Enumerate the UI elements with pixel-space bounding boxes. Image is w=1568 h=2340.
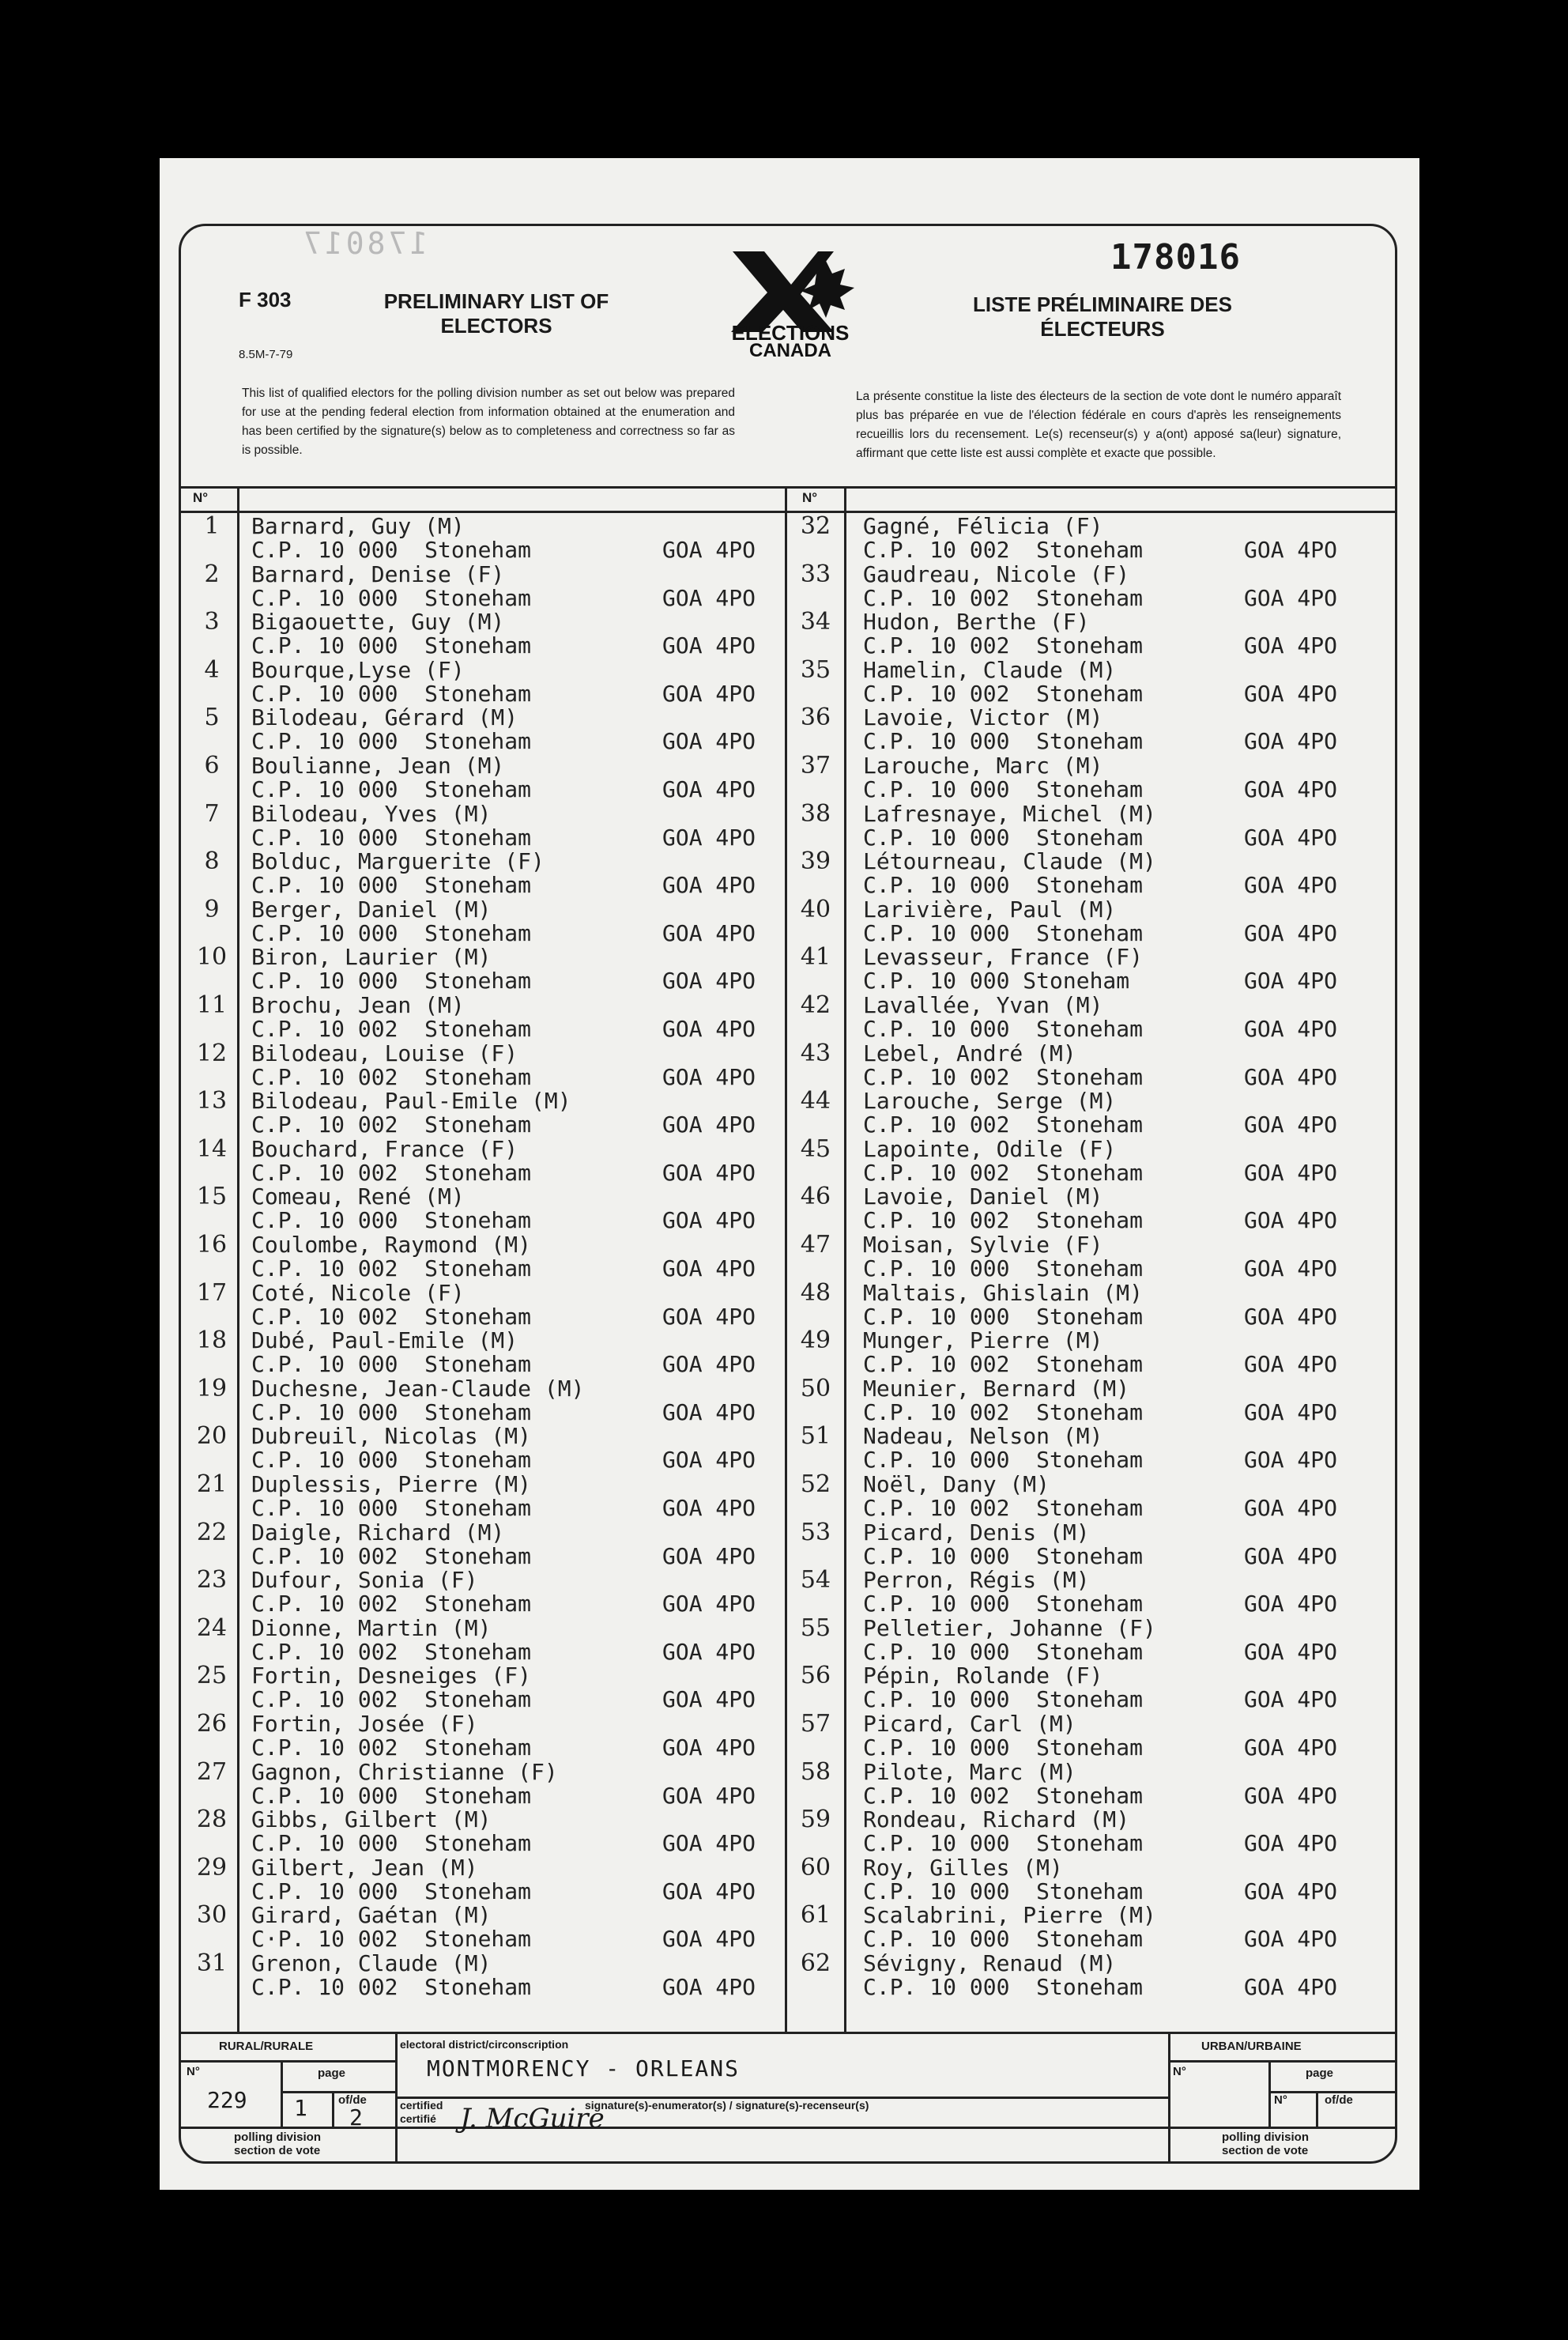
- elector-address: C.P. 10 000 Stoneham: [251, 1782, 532, 1809]
- table-bottom-rule: [180, 2032, 1396, 2034]
- elector-postal-code: GOA 4PO: [1244, 1782, 1338, 1809]
- elector-name: Pépin, Rolande (F): [863, 1663, 1103, 1689]
- elector-name: Rondeau, Richard (M): [863, 1806, 1130, 1833]
- elector-address: C.P. 10 000 Stoneham: [863, 728, 1144, 755]
- elector-postal-code: GOA 4PO: [1244, 776, 1338, 802]
- elector-name: Duplessis, Pierre (M): [251, 1471, 532, 1497]
- elector-number: 43: [800, 1039, 831, 1067]
- elector-address: C.P. 10 000 Stoneham: [863, 1016, 1144, 1042]
- table-top-rule: [180, 486, 1396, 489]
- elector-postal-code: GOA 4PO: [662, 1255, 756, 1281]
- elector-number: 42: [800, 991, 831, 1019]
- elector-number: 21: [196, 1470, 228, 1498]
- elector-number: 14: [196, 1134, 228, 1163]
- urban-page-no-label: N°: [1274, 2093, 1287, 2107]
- page-of-number: 2: [349, 2104, 363, 2131]
- elector-address: C.P. 10 000 Stoneham: [251, 632, 532, 659]
- elector-address: C.P. 10 002 Stoneham: [863, 1112, 1144, 1138]
- title-english: PRELIMINARY LIST OF ELECTORS: [383, 289, 609, 338]
- elector-name: Sévigny, Renaud (M): [863, 1950, 1117, 1976]
- elector-address: C.P. 10 002 Stoneham: [251, 1063, 532, 1090]
- elector-name: Hudon, Berthe (F): [863, 609, 1090, 636]
- elector-name: Lavoie, Victor (M): [863, 704, 1103, 731]
- elector-number: 52: [800, 1470, 831, 1498]
- elector-address: C.P. 10 000 Stoneham: [863, 1303, 1144, 1330]
- elector-name: Gagné, Félicia (F): [863, 513, 1103, 539]
- elector-postal-code: GOA 4PO: [1244, 1398, 1338, 1425]
- elector-postal-code: GOA 4PO: [662, 1830, 756, 1857]
- elector-postal-code: GOA 4PO: [1244, 1734, 1338, 1761]
- elector-number: 36: [800, 704, 831, 732]
- elector-name: Bolduc, Marguerite (F): [251, 848, 545, 875]
- elector-postal-code: GOA 4PO: [1244, 1447, 1338, 1474]
- elector-name: Moisan, Sylvie (F): [863, 1232, 1103, 1258]
- elector-postal-code: GOA 4PO: [662, 584, 756, 611]
- polling-label-en: polling division: [234, 2131, 321, 2144]
- elector-number: 1: [204, 512, 220, 540]
- footer-rule-11: [1316, 2091, 1318, 2127]
- elector-name: Lafresnaye, Michel (M): [863, 800, 1156, 827]
- serial-number: 178016: [1110, 237, 1241, 277]
- elector-postal-code: GOA 4PO: [662, 1974, 756, 2000]
- footer-rule-2: [1168, 2032, 1170, 2162]
- elector-name: Scalabrini, Pierre (M): [863, 1902, 1156, 1929]
- elector-number: 3: [204, 608, 220, 636]
- elector-name: Levasseur, France (F): [863, 944, 1144, 971]
- elector-name: Dionne, Martin (M): [251, 1614, 492, 1641]
- elector-number: 54: [800, 1566, 831, 1595]
- elector-address: C.P. 10 002 Stoneham: [251, 1255, 532, 1281]
- elector-name: Boulianne, Jean (M): [251, 753, 505, 779]
- elector-address: C.P. 10 000 Stoneham: [251, 919, 532, 946]
- elector-address: C.P. 10 002 Stoneham: [251, 1542, 532, 1569]
- elector-address: C.P. 10 000 Stoneham: [863, 1830, 1144, 1857]
- elector-number: 47: [800, 1231, 831, 1259]
- elector-postal-code: GOA 4PO: [1244, 1495, 1338, 1521]
- urban-polling-label-en: polling division: [1222, 2131, 1309, 2144]
- elector-postal-code: GOA 4PO: [1244, 728, 1338, 755]
- elector-address: C.P. 10 000 Stoneham: [251, 1447, 532, 1474]
- elector-address: C.P. 10 002 Stoneham: [863, 1398, 1144, 1425]
- urban-label: URBAN/URBAINE: [1201, 2040, 1302, 2053]
- elector-address: C.P. 10 000 Stoneham: [251, 1830, 532, 1857]
- elector-name: Larivière, Paul (M): [863, 896, 1117, 923]
- elector-address: C.P. 10 000 Stoneham: [863, 1542, 1144, 1569]
- elector-address: C.P. 10 000 Stoneham: [863, 1255, 1144, 1281]
- elector-postal-code: GOA 4PO: [1244, 1542, 1338, 1569]
- elector-name: Picard, Carl (M): [863, 1711, 1076, 1737]
- elector-number: 57: [800, 1710, 831, 1738]
- elector-name: Dubreuil, Nicolas (M): [251, 1423, 532, 1450]
- elector-address: C.P. 10 002 Stoneham: [251, 1303, 532, 1330]
- intro-french: La présente constitue la liste des électeurs de la section de vote dont le numéro apparaît plus bas préparée en vue de l'élection fédérale en cours d'après les renseignements recueillis lors du recensement. Le(s) recenseur(s) y a(ont) apposé sa(leur) signature, affirmant que cette liste est aussi complète et exacte que possible.: [856, 390, 1341, 460]
- elector-postal-code: GOA 4PO: [1244, 537, 1338, 563]
- intro-english: This list of qualified electors for the polling division number as set out below was prepared for use at the pending federal election from information obtained at the enumeration and has been certified by the signature(s) below as to completeness and correctness so far as is possible.: [242, 387, 735, 457]
- elector-postal-code: GOA 4PO: [662, 1686, 756, 1713]
- elector-postal-code: GOA 4PO: [662, 537, 756, 563]
- elector-number: 39: [800, 847, 831, 876]
- elector-postal-code: GOA 4PO: [1244, 1591, 1338, 1617]
- elector-number: 15: [196, 1183, 228, 1211]
- elector-address: C.P. 10 000 Stoneham: [251, 824, 532, 851]
- elector-postal-code: GOA 4PO: [662, 680, 756, 707]
- elector-number: 17: [196, 1278, 228, 1307]
- elector-postal-code: GOA 4PO: [662, 1398, 756, 1425]
- elector-address: C.P. 10 000 Stoneham: [863, 968, 1130, 994]
- elector-postal-code: GOA 4PO: [662, 1495, 756, 1521]
- elector-name: Pelletier, Johanne (F): [863, 1614, 1156, 1641]
- rural-no-label: N°: [187, 2065, 200, 2078]
- elector-name: Dubé, Paul-Emile (M): [251, 1327, 518, 1354]
- elector-name: Coté, Nicole (F): [251, 1279, 465, 1306]
- footer-rule-8: [332, 2091, 334, 2127]
- footer-rule-4: [1168, 2060, 1396, 2063]
- rural-of-label: of/de: [338, 2093, 367, 2107]
- elector-address: C.P. 10 000 Stoneham: [251, 680, 532, 707]
- elector-name: Lapointe, Odile (F): [863, 1135, 1117, 1162]
- footer-rule-7: [281, 2060, 283, 2127]
- elector-number: 35: [800, 655, 831, 684]
- elector-name: Lavallée, Yvan (M): [863, 992, 1103, 1018]
- elector-postal-code: GOA 4PO: [1244, 1638, 1338, 1665]
- elector-number: 49: [800, 1327, 831, 1355]
- elector-name: Bilodeau, Louise (F): [251, 1040, 518, 1066]
- elector-number: 22: [196, 1518, 228, 1546]
- elector-postal-code: GOA 4PO: [1244, 1063, 1338, 1090]
- footer-rule-10: [1268, 2060, 1271, 2127]
- elector-name: Gaudreau, Nicole (F): [863, 560, 1130, 587]
- elector-name: Pilote, Marc (M): [863, 1758, 1076, 1785]
- elector-address: C.P. 10 000 Stoneham: [863, 1447, 1144, 1474]
- elector-number: 5: [204, 704, 220, 732]
- elector-address: C·P. 10 002 Stoneham: [251, 1926, 532, 1953]
- elector-name: Roy, Gilles (M): [863, 1854, 1063, 1881]
- district-value: MONTMORENCY - ORLEANS: [427, 2055, 741, 2081]
- elector-address: C.P. 10 000 Stoneham: [251, 728, 532, 755]
- elector-number: 4: [204, 655, 220, 684]
- elector-name: Comeau, René (M): [251, 1183, 465, 1210]
- elector-number: 11: [196, 991, 228, 1019]
- elector-number: 7: [204, 799, 220, 828]
- elector-postal-code: GOA 4PO: [1244, 1207, 1338, 1234]
- elector-address: C.P. 10 000 Stoneham: [863, 1686, 1144, 1713]
- elector-name: Bilodeau, Yves (M): [251, 800, 492, 827]
- elector-address: C.P. 10 000 Stoneham: [251, 872, 532, 899]
- elector-postal-code: GOA 4PO: [1244, 1830, 1338, 1857]
- elector-address: C.P. 10 000 Stoneham: [251, 1207, 532, 1234]
- elector-postal-code: GOA 4PO: [1244, 680, 1338, 707]
- elector-name: Fortin, Josée (F): [251, 1711, 478, 1737]
- elector-number: 31: [196, 1949, 228, 1977]
- elector-postal-code: GOA 4PO: [662, 1351, 756, 1378]
- title-french: LISTE PRÉLIMINAIRE DES ÉLECTEURS: [973, 292, 1232, 341]
- elector-address: C.P. 10 002 Stoneham: [863, 1495, 1144, 1521]
- elector-address: C.P. 10 002 Stoneham: [863, 537, 1144, 563]
- elector-address: C.P. 10 002 Stoneham: [251, 1112, 532, 1138]
- urban-page-label: page: [1306, 2066, 1334, 2080]
- elector-number: 32: [800, 512, 831, 540]
- elector-address: C.P. 10 000 Stoneham: [251, 537, 532, 563]
- elector-number: 9: [204, 895, 220, 923]
- elector-address: C.P. 10 000 Stoneham: [863, 872, 1144, 899]
- elector-number: 55: [800, 1613, 831, 1642]
- logo-text-canada: CANADA: [749, 340, 831, 357]
- elector-postal-code: GOA 4PO: [662, 1447, 756, 1474]
- signature-label: signature(s)-enumerator(s) / signature(s)-recenseur(s): [585, 2099, 869, 2112]
- elector-number: 13: [196, 1087, 228, 1115]
- elector-postal-code: GOA 4PO: [1244, 1159, 1338, 1186]
- elector-address: C.P. 10 000 Stoneham: [863, 1974, 1144, 2000]
- elector-number: 41: [800, 943, 831, 972]
- elector-address: C.P. 10 002 Stoneham: [863, 1159, 1144, 1186]
- elector-name: Bourque,Lyse (F): [251, 656, 465, 683]
- urban-no-label: N°: [1173, 2065, 1186, 2078]
- elector-postal-code: GOA 4PO: [1244, 872, 1338, 899]
- elector-name: Larouche, Serge (M): [863, 1088, 1117, 1115]
- elector-number: 37: [800, 752, 831, 779]
- elector-postal-code: GOA 4PO: [1244, 1112, 1338, 1138]
- elector-postal-code: GOA 4PO: [662, 1303, 756, 1330]
- elector-number: 12: [196, 1039, 228, 1067]
- elector-name: Bigaouette, Guy (M): [251, 609, 505, 636]
- elector-number: 25: [196, 1662, 228, 1690]
- col-header-left: N°: [193, 490, 209, 505]
- form-code: F 303: [239, 288, 292, 311]
- elector-name: Létourneau, Claude (M): [863, 848, 1156, 875]
- elector-name: Noël, Dany (M): [863, 1471, 1050, 1497]
- elector-address: C.P. 10 002 Stoneham: [863, 584, 1144, 611]
- middle-col-rule-left: [785, 486, 787, 2032]
- elector-number: 19: [196, 1374, 228, 1402]
- elector-number: 34: [800, 608, 831, 636]
- elector-address: C.P. 10 000 Stoneham: [251, 1495, 532, 1521]
- elector-address: C.P. 10 000 Stoneham: [863, 776, 1144, 802]
- elector-number: 2: [204, 560, 220, 588]
- elector-postal-code: GOA 4PO: [662, 776, 756, 802]
- elector-name: Barnard, Denise (F): [251, 560, 505, 587]
- certified-label-fr: certifié: [400, 2112, 436, 2125]
- elector-number: 53: [800, 1518, 831, 1546]
- elector-name: Larouche, Marc (M): [863, 753, 1103, 779]
- logo-text-elections: ELECTIONS: [731, 321, 850, 345]
- elector-address: C.P. 10 002 Stoneham: [251, 1591, 532, 1617]
- elector-name: Maltais, Ghislain (M): [863, 1279, 1144, 1306]
- urban-of-label: of/de: [1325, 2093, 1353, 2107]
- elector-name: Duchesne, Jean-Claude (M): [251, 1375, 585, 1402]
- elector-postal-code: GOA 4PO: [662, 1207, 756, 1234]
- elector-postal-code: GOA 4PO: [1244, 919, 1338, 946]
- elector-postal-code: GOA 4PO: [662, 1542, 756, 1569]
- rural-label: RURAL/RURALE: [219, 2040, 314, 2053]
- elector-address: C.P. 10 000 Stoneham: [251, 1878, 532, 1904]
- elector-number: 10: [196, 943, 228, 972]
- elector-address: C.P. 10 002 Stoneham: [251, 1638, 532, 1665]
- elector-postal-code: GOA 4PO: [1244, 1255, 1338, 1281]
- elector-name: Nadeau, Nelson (M): [863, 1423, 1103, 1450]
- elector-postal-code: GOA 4PO: [662, 1782, 756, 1809]
- elector-number: 16: [196, 1231, 228, 1259]
- elector-postal-code: GOA 4PO: [662, 1112, 756, 1138]
- elector-name: Bilodeau, Gérard (M): [251, 704, 518, 731]
- elector-number: 20: [196, 1422, 228, 1451]
- elector-address: C.P. 10 000 Stoneham: [863, 824, 1144, 851]
- elector-number: 44: [800, 1087, 831, 1115]
- elector-address: C.P. 10 000 Stoneham: [863, 1926, 1144, 1953]
- elector-number: 50: [800, 1374, 831, 1402]
- elector-address: C.P. 10 002 Stoneham: [251, 1016, 532, 1042]
- elector-name: Biron, Laurier (M): [251, 944, 492, 971]
- elector-number: 59: [800, 1806, 831, 1834]
- page-number: 1: [294, 2095, 307, 2121]
- elector-postal-code: GOA 4PO: [1244, 1303, 1338, 1330]
- elector-postal-code: GOA 4PO: [662, 1063, 756, 1090]
- elector-number: 6: [204, 752, 220, 779]
- elector-postal-code: GOA 4PO: [1244, 1878, 1338, 1904]
- elector-name: Berger, Daniel (M): [251, 896, 492, 923]
- form-date-code: 8.5M-7-79: [239, 348, 293, 361]
- elector-number: 28: [196, 1806, 228, 1834]
- elector-number: 27: [196, 1757, 228, 1786]
- elector-number: 30: [196, 1901, 228, 1930]
- left-number-col-rule: [237, 486, 239, 2032]
- elector-address: C.P. 10 002 Stoneham: [863, 1207, 1144, 1234]
- elector-address: C.P. 10 002 Stoneham: [863, 680, 1144, 707]
- elector-name: Bouchard, France (F): [251, 1135, 518, 1162]
- elector-postal-code: GOA 4PO: [662, 1591, 756, 1617]
- elector-address: C.P. 10 002 Stoneham: [863, 1782, 1144, 1809]
- elector-postal-code: GOA 4PO: [662, 1159, 756, 1186]
- elector-postal-code: GOA 4PO: [662, 632, 756, 659]
- elector-name: Picard, Denis (M): [863, 1519, 1090, 1546]
- elector-address: C.P. 10 000 Stoneham: [251, 968, 532, 994]
- elector-address: C.P. 10 000 Stoneham: [251, 1351, 532, 1378]
- elector-postal-code: GOA 4PO: [1244, 1686, 1338, 1713]
- elector-name: Girard, Gaétan (M): [251, 1902, 492, 1929]
- elector-number: 48: [800, 1278, 831, 1307]
- elector-address: C.P. 10 002 Stoneham: [251, 1686, 532, 1713]
- elector-postal-code: GOA 4PO: [1244, 1974, 1338, 2000]
- elector-address: C.P. 10 002 Stoneham: [863, 632, 1144, 659]
- elector-number: 51: [800, 1422, 831, 1451]
- elector-postal-code: GOA 4PO: [1244, 584, 1338, 611]
- elector-number: 61: [800, 1901, 831, 1930]
- enumerator-signature: J. McGuire: [460, 2103, 605, 2134]
- elector-name: Bilodeau, Paul-Emile (M): [251, 1088, 571, 1115]
- rural-page-label: page: [318, 2066, 346, 2080]
- elector-name: Coulombe, Raymond (M): [251, 1232, 532, 1258]
- elector-name: Hamelin, Claude (M): [863, 656, 1117, 683]
- elector-number: 8: [204, 847, 220, 876]
- elector-number: 26: [196, 1710, 228, 1738]
- elector-name: Fortin, Desneiges (F): [251, 1663, 532, 1689]
- elector-name: Munger, Pierre (M): [863, 1327, 1103, 1354]
- urban-polling-label-fr: section de vote: [1222, 2144, 1309, 2157]
- elector-number: 40: [800, 895, 831, 923]
- elector-postal-code: GOA 4PO: [1244, 1016, 1338, 1042]
- elector-postal-code: GOA 4PO: [662, 728, 756, 755]
- elector-number: 62: [800, 1949, 831, 1977]
- elector-number: 18: [196, 1327, 228, 1355]
- elector-name: Brochu, Jean (M): [251, 992, 465, 1018]
- elector-postal-code: GOA 4PO: [1244, 1351, 1338, 1378]
- elector-address: C.P. 10 000 Stoneham: [863, 1878, 1144, 1904]
- elector-name: Gibbs, Gilbert (M): [251, 1806, 492, 1833]
- elector-postal-code: GOA 4PO: [662, 1638, 756, 1665]
- elector-address: C.P. 10 000 Stoneham: [863, 1734, 1144, 1761]
- polling-division-number: 229: [207, 2087, 247, 2113]
- elector-number: 60: [800, 1853, 831, 1881]
- elector-postal-code: GOA 4PO: [662, 968, 756, 994]
- mirrored-serial: 178017: [300, 226, 428, 261]
- elector-name: Barnard, Guy (M): [251, 513, 465, 539]
- elector-postal-code: GOA 4PO: [1244, 824, 1338, 851]
- elector-number: 33: [800, 560, 831, 588]
- elector-address: C.P. 10 002 Stoneham: [863, 1351, 1144, 1378]
- elector-postal-code: GOA 4PO: [662, 1016, 756, 1042]
- elector-address: C.P. 10 000 Stoneham: [251, 776, 532, 802]
- elector-address: C.P. 10 000 Stoneham: [863, 919, 1144, 946]
- elector-name: Daigle, Richard (M): [251, 1519, 505, 1546]
- elector-postal-code: GOA 4PO: [662, 919, 756, 946]
- polling-label-fr: section de vote: [234, 2144, 321, 2157]
- elector-number: 58: [800, 1757, 831, 1786]
- certified-label-en: certified: [400, 2099, 443, 2112]
- middle-col-rule-right: [844, 486, 846, 2032]
- elector-name: Grenon, Claude (M): [251, 1950, 492, 1976]
- elector-number: 46: [800, 1183, 831, 1211]
- elector-postal-code: GOA 4PO: [662, 1878, 756, 1904]
- elector-postal-code: GOA 4PO: [662, 872, 756, 899]
- elector-number: 24: [196, 1613, 228, 1642]
- elector-postal-code: GOA 4PO: [1244, 968, 1338, 994]
- elector-name: Gagnon, Christianne (F): [251, 1758, 558, 1785]
- elector-address: C.P. 10 000 Stoneham: [863, 1638, 1144, 1665]
- elector-postal-code: GOA 4PO: [662, 1734, 756, 1761]
- district-label: electoral district/circonscription: [400, 2038, 569, 2051]
- elector-postal-code: GOA 4PO: [1244, 632, 1338, 659]
- elector-address: C.P. 10 002 Stoneham: [251, 1159, 532, 1186]
- elector-name: Lavoie, Daniel (M): [863, 1183, 1103, 1210]
- elector-address: C.P. 10 002 Stoneham: [863, 1063, 1144, 1090]
- elector-number: 38: [800, 799, 831, 828]
- elector-postal-code: GOA 4PO: [662, 1926, 756, 1953]
- elector-name: Lebel, André (M): [863, 1040, 1076, 1066]
- elector-address: C.P. 10 000 Stoneham: [863, 1591, 1144, 1617]
- elector-address: C.P. 10 002 Stoneham: [251, 1974, 532, 2000]
- elector-name: Meunier, Bernard (M): [863, 1375, 1130, 1402]
- elector-name: Perron, Régis (M): [863, 1567, 1090, 1594]
- elector-number: 56: [800, 1662, 831, 1690]
- col-header-right: N°: [802, 490, 818, 505]
- elector-postal-code: GOA 4PO: [1244, 1926, 1338, 1953]
- elector-number: 45: [800, 1134, 831, 1163]
- elector-address: C.P. 10 002 Stoneham: [251, 1734, 532, 1761]
- elector-address: C.P. 10 000 Stoneham: [251, 584, 532, 611]
- elections-canada-logo-icon: [715, 247, 865, 357]
- elector-address: C.P. 10 000 Stoneham: [251, 1398, 532, 1425]
- footer-rule-3: [180, 2060, 395, 2063]
- elector-name: Gilbert, Jean (M): [251, 1854, 478, 1881]
- elector-number: 29: [196, 1853, 228, 1881]
- elector-name: Dufour, Sonia (F): [251, 1567, 478, 1594]
- elector-postal-code: GOA 4PO: [662, 824, 756, 851]
- elector-number: 23: [196, 1566, 228, 1595]
